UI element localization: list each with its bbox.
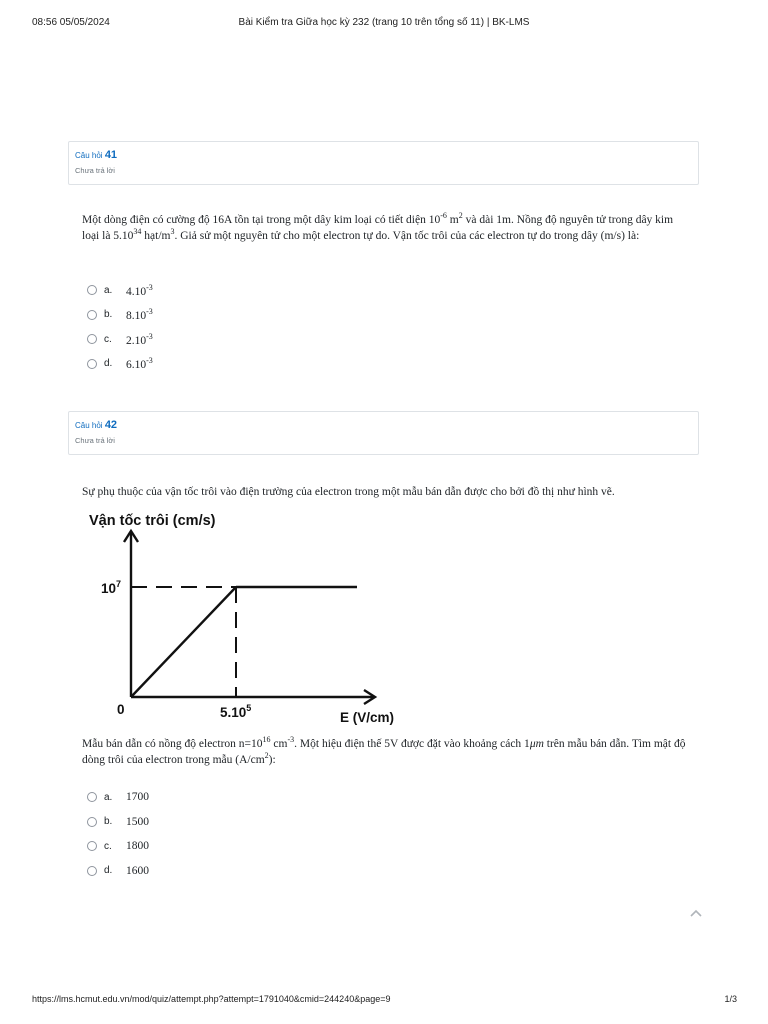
question-41-answers (87, 278, 387, 376)
linear-segment (131, 587, 236, 697)
y-tick-label: $10^7$ (101, 579, 122, 596)
question-42-intro: Sự phụ thuộc của vận tốc trôi vào điện trường của electron trong một mẫu bán dẫn được cho bởi đồ thị như hình vẽ. (82, 486, 615, 498)
radio-button[interactable] (87, 334, 97, 344)
origin-label: 0 (117, 702, 125, 717)
answer-option-a[interactable]: a. 1700 (87, 785, 387, 810)
question-42-info (68, 411, 699, 455)
x-tick-label: 5.10$^5$ (220, 703, 252, 720)
question-41-text: Một dòng điện có cường độ 16A tồn tại trong một dây kim loại có tiết diện $10^{-6}$ $m^2$ và dài 1m. Nồng độ nguyên tử trong dây kim loại là 5.10$^{34}$ hạt/$m^3$. Giả sử một nguyên tử cho một electron tự do. Vận tốc trôi của các electron tự do trong dây (m/s) là: (82, 211, 674, 242)
question-number: Câu hỏi 42 (75, 419, 118, 431)
answer-option-c[interactable]: c. $2.10^{-3}$ (87, 327, 387, 352)
answer-option-c[interactable]: c. 1800 (87, 834, 387, 859)
print-datetime: 08:56 05/05/2024 (32, 17, 110, 28)
radio-button[interactable] (87, 310, 97, 320)
answer-option-b[interactable]: b. $8.10^{-3}$ (87, 303, 387, 328)
page-number: 1/3 (724, 994, 737, 1004)
y-axis-label: Vận tốc trôi (cm/s) (89, 513, 216, 529)
answer-option-b[interactable]: b. 1500 (87, 810, 387, 835)
radio-button[interactable] (87, 285, 97, 295)
answer-option-d[interactable]: d. 1600 (87, 859, 387, 884)
print-page-title: Bài Kiểm tra Giữa học kỳ 232 (trang 10 trên tổng số 11) | BK-LMS (238, 17, 530, 28)
radio-button[interactable] (87, 841, 97, 851)
radio-button[interactable] (87, 792, 97, 802)
x-axis-label: E (V/cm) (340, 710, 395, 725)
question-41-info (68, 141, 699, 185)
chevron-up-icon[interactable] (690, 909, 702, 917)
question-state: Chưa trả lời (75, 166, 115, 175)
answer-option-a[interactable]: a. $4.10^{-3}$ (87, 278, 387, 303)
radio-button[interactable] (87, 817, 97, 827)
answer-option-d[interactable]: d. $6.10^{-3}$ (87, 352, 387, 377)
question-number: Câu hỏi 41 (75, 149, 118, 161)
radio-button[interactable] (87, 359, 97, 369)
question-state: Chưa trả lời (75, 436, 115, 445)
drift-velocity-graph (84, 505, 414, 735)
page-url: https://lms.hcmut.edu.vn/mod/quiz/attempt.php?attempt=1791040&cmid=244240&page=9 (32, 994, 391, 1004)
graph-svg (84, 505, 414, 730)
radio-button[interactable] (87, 866, 97, 876)
question-42-text: Mẫu bán dẫn có nồng độ electron $n=10^{16}$ $cm^{-3}$. Một hiệu điện thế 5V được đặt vào khoảng cách 1μm trên mẫu bán dẫn. Tìm mật độ dòng trôi của electron trong mẫu $(A/cm^2)$: (82, 735, 686, 766)
question-42-answers (87, 785, 387, 883)
